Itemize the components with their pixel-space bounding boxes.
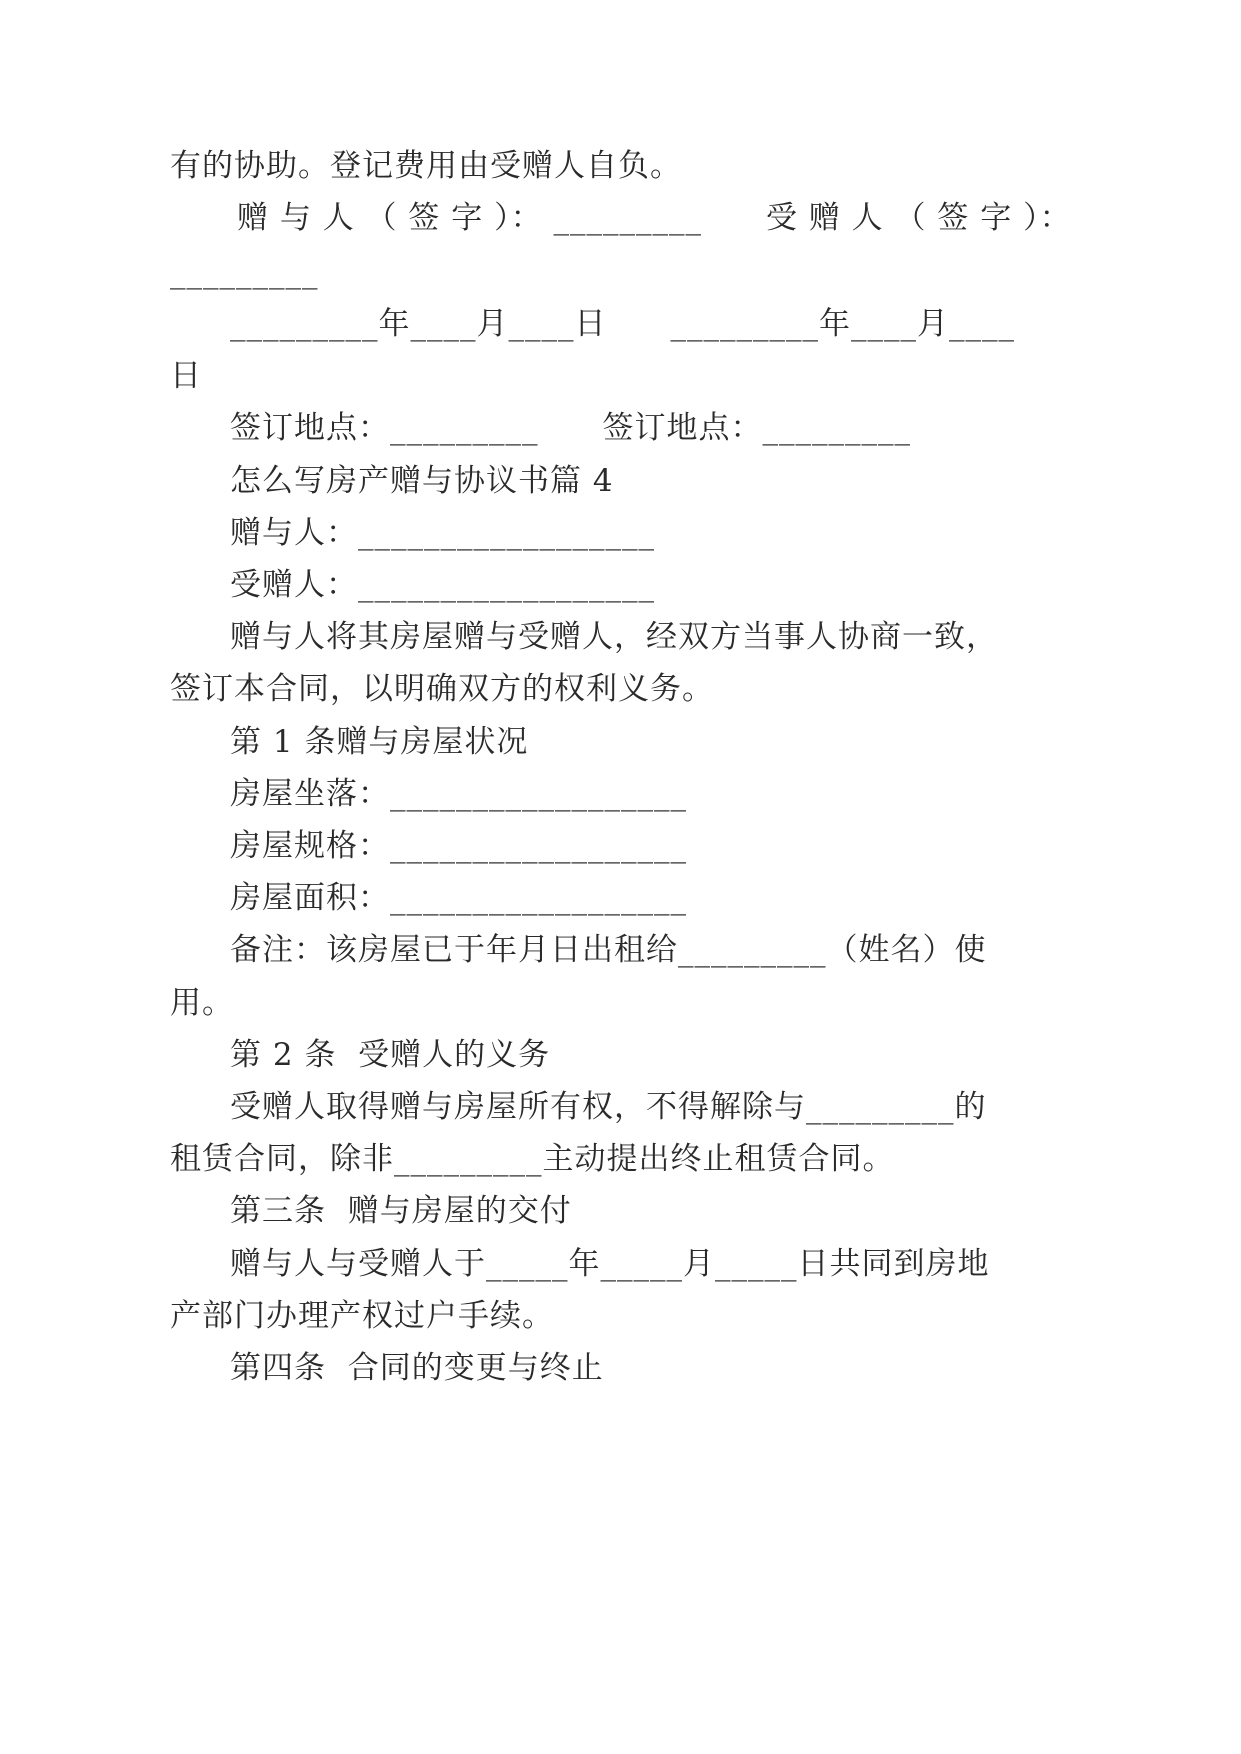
house-area-field: 房屋面积：__________________ — [230, 880, 687, 916]
text-line: 日 — [170, 358, 202, 394]
text-line: 产部门办理产权过户手续。 — [170, 1298, 554, 1334]
article-heading: 第三条 赠与房屋的交付 — [230, 1193, 572, 1229]
article-heading: 第四条 合同的变更与终止 — [230, 1350, 604, 1386]
text-line: 用。 — [170, 985, 234, 1021]
donor-field: 赠与人：__________________ — [230, 515, 655, 551]
house-spec-field: 房屋规格：__________________ — [230, 828, 687, 864]
signature-line: 赠 与 人 （ 签 字 ）： _________ 受 赠 人 （ 签 字 ）： — [237, 200, 1072, 236]
text-line: 有的协助。登记费用由受赠人自负。 — [170, 148, 682, 184]
text-line: 签订本合同，以明确双方的权利义务。 — [170, 671, 714, 707]
house-location-field: 房屋坐落：__________________ — [230, 776, 687, 812]
donee-field: 受赠人：__________________ — [230, 567, 655, 603]
text-line: 赠与人与受赠人于_____年_____月_____日共同到房地 — [230, 1246, 990, 1282]
date-line: _________年____月____日 _________年____月____ — [230, 306, 1015, 342]
signature-blank: _________ — [170, 254, 319, 290]
note-line: 备注：该房屋已于年月日出租给_________（姓名）使 — [230, 932, 987, 968]
signing-place-line: 签订地点：_________ 签订地点：_________ — [230, 410, 911, 446]
text-line: 受赠人取得赠与房屋所有权，不得解除与_________的 — [230, 1089, 987, 1125]
text-line: 赠与人将其房屋赠与受赠人，经双方当事人协商一致， — [230, 619, 998, 655]
section-title: 怎么写房产赠与协议书篇 4 — [230, 463, 614, 499]
article-heading: 第 2 条 受赠人的义务 — [230, 1037, 551, 1073]
text-line: 租赁合同，除非_________主动提出终止租赁合同。 — [170, 1141, 895, 1177]
article-heading: 第 1 条赠与房屋状况 — [230, 724, 529, 760]
